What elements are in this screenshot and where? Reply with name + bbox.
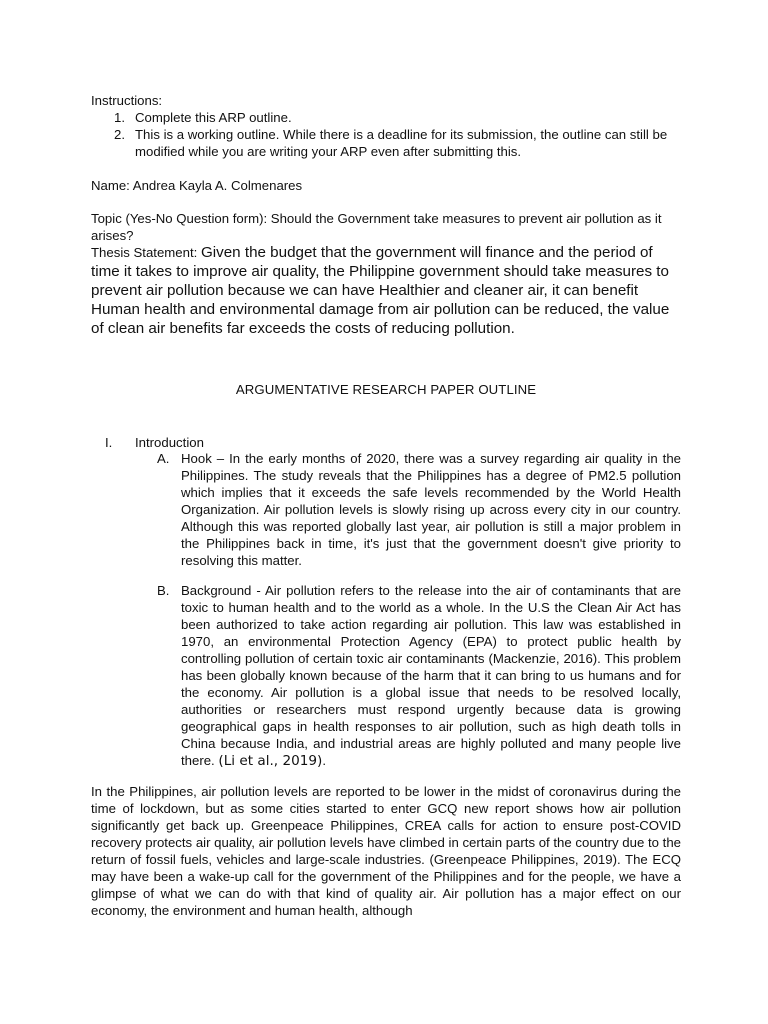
instruction-number: 1. [114,110,125,125]
background-end: . [322,753,327,768]
instruction-item [91,126,681,160]
section-title: Introduction [135,435,204,450]
background-text-block [181,582,681,770]
thesis-statement [91,243,681,338]
outline-item-background [157,582,681,770]
item-letter: A. [157,451,170,466]
instruction-text: Complete this ARP outline. [135,110,292,125]
body-paragraph: In the Philippines, air pollution levels are reported to be lower in the midst of coronavirus during the time of lockdown, but as some cities started to enter GCQ new report shows how air pollution significantly get back up. Greenpeace Philippines, CREA calls for action to ensure post-COVID recovery protects air quality, air pollution levels have climbed in certain parts of the country due to the return of fossil fuels, vehicles and large-scale industries. (Greenpeace Philippines, 2019). The ECQ may have been a wake-up call for the government of the Philippines and for the people, we have a glimpse of what we can do with that kind of quality air. Air pollution has a major effect on our economy, the environment and human health, although [91,784,681,918]
section-numeral: I. [105,435,113,450]
instruction-text: This is a working outline. While there is a deadline for its submission, the outline can still be modified while you are writing your ARP even after submitting this. [135,127,668,159]
hook-text: Hook – In the early months of 2020, there was a survey regarding air quality in the Philippines. The study reveals that the Philippines has a degree of PM2.5 pollution which implies that it exceeds the safe levels recommended by the World Health Organization. Air pollution levels is slowly rising up across every city in our country. Although this was reported globally last year, air pollution is still a major problem in the Philippines back in time, it's just that the government doesn't give priority to resolving this matter. [181,451,681,568]
section-introduction [91,434,204,451]
instruction-item [91,109,681,126]
item-letter: B. [157,583,170,598]
background-citation: (Li et al., 2019) [218,753,323,769]
background-text: Background - Air pollution refers to the release into the air of contaminants that are toxic to human health and to the world as a whole. In the U.S the Clean Air Act has been authorized to take action regarding air pollution. This law was established in 1970, an environmental Protection Agency (EPA) to protect public health by controlling pollution of certain toxic air contaminants (Mackenzie, 2016). This problem has been globally known because of the harm that it can bring to us humans and for the economy. Air pollution is a global issue that needs to be resolved locally, authorities or researchers must respond urgently because data is growing geographical gaps in health responses to air pollution, such as high death tolls in China because India, and industrial areas are highly polluted and many people live there. [181,583,681,768]
outline-item-hook [157,450,681,569]
outline-heading: ARGUMENTATIVE RESEARCH PAPER OUTLINE [235,382,537,397]
instructions-list [91,109,681,160]
instruction-number: 2. [114,127,125,142]
topic-question: Topic (Yes-No Question form): Should the Government take measures to prevent air pollution as it arises? [91,211,662,243]
instructions-title: Instructions: [91,93,163,108]
thesis-text: Given the budget that the government will finance and the period of time it takes to improve air quality, the Philippine government should take measures to prevent air pollution because we can have Healthier and cleaner air, it can benefit Human health and environmental damage from air pollution can be reduced, the value of clean air benefits far exceeds the costs of reducing pollution. [91,244,670,337]
thesis-label: Thesis Statement: [91,245,201,260]
student-name: Name: Andrea Kayla A. Colmenares [91,178,303,193]
